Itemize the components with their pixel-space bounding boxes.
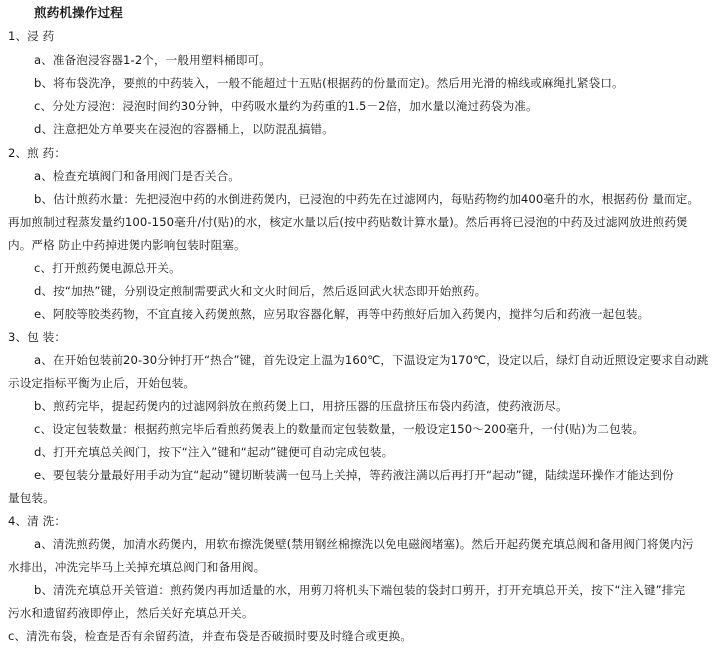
section-1-item-c: c、分处方浸泡：浸泡时间约30分钟，中药吸水量约为药重的1.5－2倍，加水量以淹过药袋为准。 [34,99,538,113]
section-2-item-b-cont-1: 再加煎制过程蒸发量约100-150毫升/付(贴)的水，核定水量以后(按中药贴数计算水量)。然后再将已浸泡的中药及过滤网放进煎药煲 [8,215,688,229]
section-2-heading: 2、煎 药： [8,146,67,160]
section-3-item-a: a、在开始包装前20-30分钟打开“热合”键，首先设定上温为160℃，下温设定为170℃，设定以后，绿灯自动近照设定要求自动跳 [34,353,709,367]
section-3-item-d: d、打开充填总关阀门，按下“注入”键和“起动”键便可自动完成包装。 [34,445,394,459]
section-4-item-b-cont: 污水和遗留药液即停止，然后关好充填总开关。 [8,606,254,620]
section-1-item-a: a、准备泡浸容器1-2个，一般用塑料桶即可。 [34,53,271,67]
section-4-item-a-cont: 水排出，冲洗完毕马上关掉充填总阀门和备用阀。 [8,560,266,574]
section-4-item-a: a、清洗煎药煲，加清水药煲内，用软布擦洗煲壁(禁用钢丝棉擦洗以免电磁阀堵塞)。然后开起药煲充填总阀和备用阀门将煲内污 [34,537,694,551]
section-4-heading: 4、清 洗： [8,514,67,528]
section-3-item-b: b、煎药完毕，提起药煲内的过滤网斜放在煎药煲上口，用挤压器的压盘挤压布袋内药渣，使药液沥尽。 [34,399,568,413]
section-2-item-b-cont-2: 内。严格 防止中药掉进煲内影响包装时阻塞。 [8,238,246,252]
document-title: 煎药机操作过程 [34,5,123,20]
section-2-item-c: c、打开煎药煲电源总开关。 [34,261,181,275]
section-3-item-c: c、设定包装数量：根据药煎完毕后看煎药煲表上的数量而定包装数量，一般设定150～200毫升，一付(贴)为二包装。 [34,422,645,436]
section-3-item-a-cont: 示设定指标平衡为止后，开始包装。 [8,376,196,390]
section-2-item-e: e、阿胶等胶类药物，不宜直接入药煲煎熬，应另取容器化解，再等中药煎好后加入药煲内，搅拌匀后和药液一起包装。 [34,307,650,321]
section-1-item-d: d、注意把处方单要夹在浸泡的容器桶上，以防混乱搞错。 [34,122,334,136]
section-4-item-b: b、清洗充填总开关管道：煎药煲内再加适量的水，用剪刀将机头下端包装的袋封口剪开，打开充填总开关，按下“注入键”排完 [34,583,686,597]
section-3-heading: 3、包 装： [8,330,67,344]
section-2-item-a: a、检查充填阀门和备用阀门是否关合。 [34,169,240,183]
section-3-item-e-cont: 量包装。 [8,491,55,505]
section-1-item-b: b、将布袋洗净，要煎的中药装入，一般不能超过十五贴(根据药的份量而定)。然后用光滑的棉线或麻绳扎紧袋口。 [34,76,624,90]
section-2-item-b: b、估计煎药水量：先把浸泡中药的水倒进药煲内，已浸泡的中药先在过滤网内，每贴药物约加400毫升的水，根据药份 量而定。 [34,192,700,206]
section-1-heading: 1、浸 药 [8,29,55,43]
section-3-item-e: e、要包装分量最好用手动为宜“起动”键切断装满一包马上关掉，等药液注满以后再打开“起动”键，陆续逞环操作才能达到份 [34,468,674,482]
section-2-item-d: d、按“加热”键，分别设定煎制需要武火和文火时间后，然后返回武火状态即开始煎药。 [34,284,487,298]
section-4-item-c: c、清洗布袋，检查是否有余留药渣，并查布袋是否破损时要及时缝合或更换。 [8,629,413,643]
